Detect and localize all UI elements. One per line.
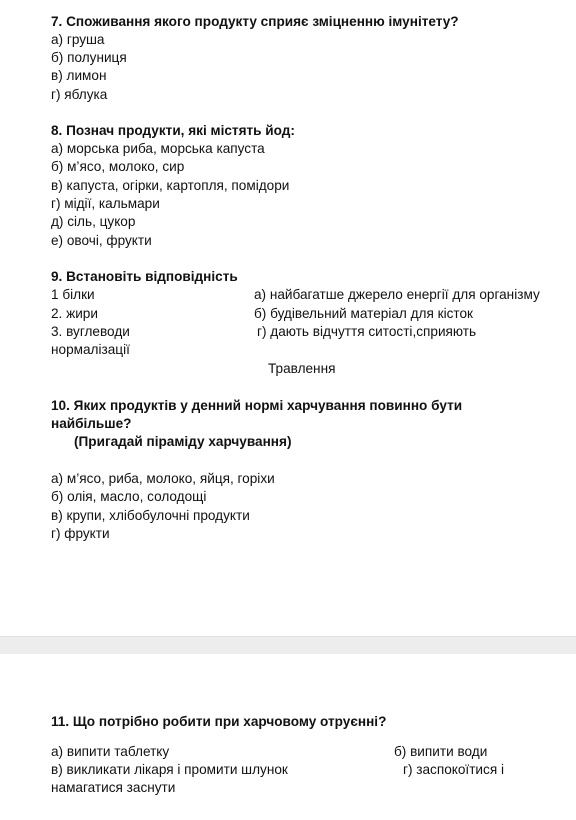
q9-left-2: 2. жири [51,306,98,321]
q8-option-d: г) мідії, кальмари [51,196,160,211]
document-page-2 [0,654,576,820]
q9-right-b: б) будівельний матеріал для кісток [254,306,473,321]
q11-option-c: в) викликати лікаря і промити шлунок [51,762,288,777]
q9-right-a: а) найбагатше джерело енергії для організму [254,287,540,302]
q8-option-c: в) капуста, огірки, картопля, помідори [51,178,290,193]
question-9-title: 9. Встановіть відповідність [51,269,238,284]
question-8-title: 8. Познач продукти, які містять йод: [51,123,295,138]
q11-option-b: б) випити води [394,744,488,759]
page-separator [0,636,576,655]
q11-option-d-cont: намагатися заснути [51,780,176,795]
q8-option-f: е) овочі, фрукти [51,233,152,248]
q7-option-a: а) груша [51,32,105,47]
q8-option-a: а) морська риба, морська капуста [51,141,265,156]
question-7-title: 7. Споживання якого продукту сприяє зміцненню імунітету? [51,14,459,29]
q8-option-b: б) м’ясо, молоко, сир [51,159,185,174]
q10-option-c: в) крупи, хлібобулочні продукти [51,508,250,523]
question-10-title: 10. Яких продуктів у денний нормі харчування повинно бути [51,398,463,413]
q9-right-c: г) дають відчуття ситості,сприяють [257,324,477,339]
q11-option-d: г) заспокоїтися і [403,762,504,777]
question-10-title-cont: найбільше? [51,416,132,431]
q10-option-d: г) фрукти [51,526,110,541]
q7-option-d: г) яблука [51,87,108,102]
q9-continuation: нормалізації [51,342,130,357]
q9-left-3: 3. вуглеводи [51,324,130,339]
question-10-hint: (Пригадай піраміду харчування) [74,434,292,449]
q9-left-1: 1 білки [51,287,95,302]
q8-option-e: д) сіль, цукор [51,214,136,229]
q11-option-a: а) випити таблетку [51,744,170,759]
q7-option-b: б) полуниця [51,50,127,65]
q7-option-c: в) лимон [51,68,107,83]
q10-option-a: а) м’ясо, риба, молоко, яйця, горіхи [51,471,275,486]
q10-option-b: б) олія, масло, солодощі [51,489,207,504]
question-11-title: 11. Що потрібно робити при харчовому отруєнні? [51,714,387,729]
q9-tail: Травлення [268,361,336,376]
